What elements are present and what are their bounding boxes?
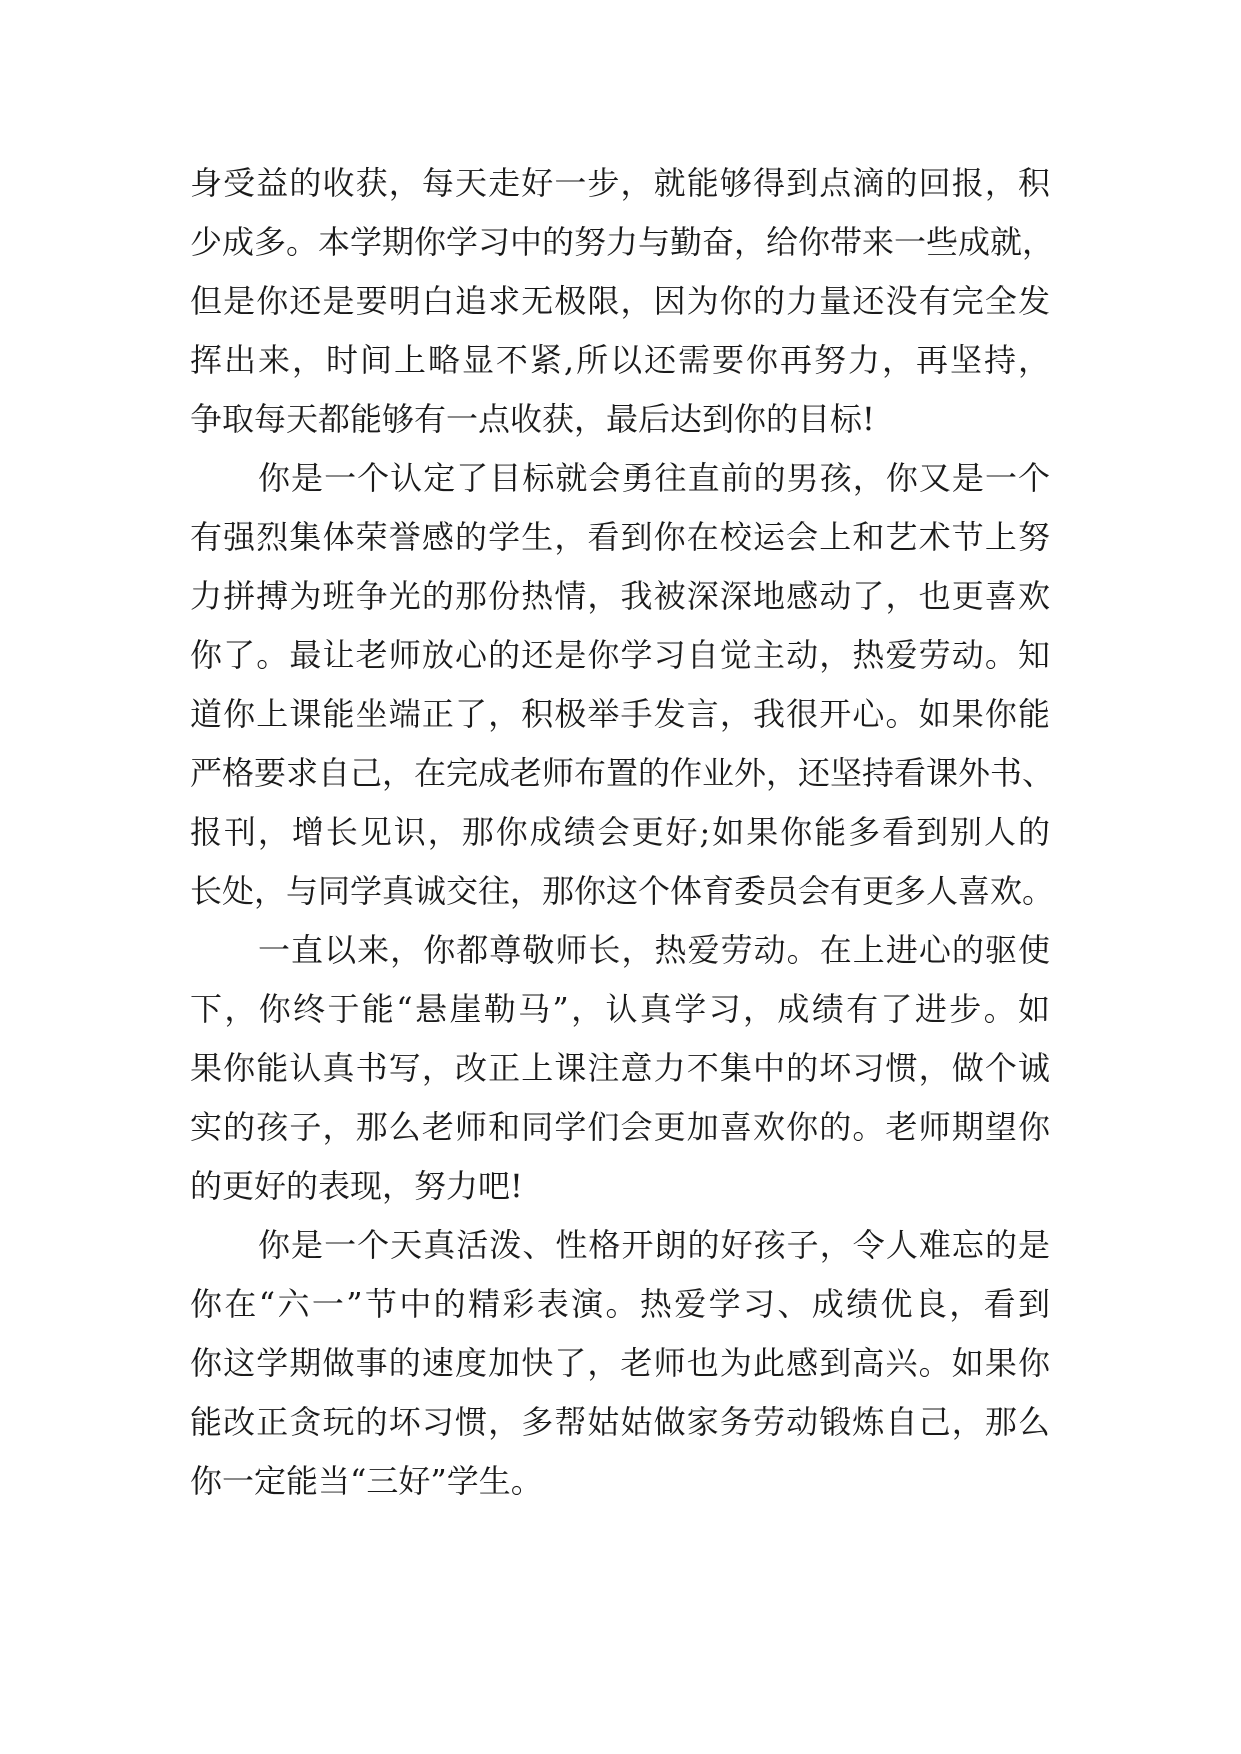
text-line: 你一定能当“三好”学生。 xyxy=(190,1462,543,1500)
text-line: 的更好的表现，努力吧! xyxy=(190,1167,523,1205)
paragraph-first-line: 你是一个认定了目标就会勇往直前的男孩，你又是一个 xyxy=(258,459,1050,497)
text-line: 实的孩子，那么老师和同学们会更加喜欢你的。老师期望你 xyxy=(190,1108,1050,1146)
body-text xyxy=(190,154,1055,1511)
text-line: 但是你还是要明白追求无极限，因为你的力量还没有完全发 xyxy=(190,282,1050,320)
text-line: 有强烈集体荣誉感的学生，看到你在校运会上和艺术节上努 xyxy=(190,518,1050,556)
text-line: 道你上课能坐端正了，积极举手发言，我很开心。如果你能 xyxy=(190,695,1050,733)
text-line: 你在“六一”节中的精彩表演。热爱学习、成绩优良，看到 xyxy=(190,1285,1050,1323)
text-line: 长处，与同学真诚交往，那你这个体育委员会有更多人喜欢。 xyxy=(190,872,1055,910)
text-line: 力拼搏为班争光的那份热情，我被深深地感动了，也更喜欢 xyxy=(190,577,1050,615)
text-line: 争取每天都能够有一点收获，最后达到你的目标! xyxy=(190,400,875,438)
text-line: 果你能认真书写，改正上课注意力不集中的坏习惯，做个诚 xyxy=(190,1049,1050,1087)
text-line: 报刊，增长见识，那你成绩会更好;如果你能多看到别人的 xyxy=(190,813,1050,851)
text-line: 少成多。本学期你学习中的努力与勤奋，给你带来一些成就， xyxy=(190,223,1055,261)
text-line: 严格要求自己，在完成老师布置的作业外，还坚持看课外书、 xyxy=(190,754,1055,792)
text-line: 下，你终于能“悬崖勒马”，认真学习，成绩有了进步。如 xyxy=(190,990,1050,1028)
paragraph-first-line: 一直以来，你都尊敬师长，热爱劳动。在上进心的驱使 xyxy=(258,931,1050,969)
text-line: 能改正贪玩的坏习惯，多帮姑姑做家务劳动锻炼自己，那么 xyxy=(190,1403,1050,1441)
text-line: 身受益的收获，每天走好一步，就能够得到点滴的回报，积 xyxy=(190,164,1050,202)
paragraph-first-line: 你是一个天真活泼、性格开朗的好孩子，令人难忘的是 xyxy=(258,1226,1050,1264)
text-line: 你了。最让老师放心的还是你学习自觉主动，热爱劳动。知 xyxy=(190,636,1050,674)
text-line: 挥出来，时间上略显不紧,所以还需要你再努力，再坚持， xyxy=(190,341,1050,379)
text-line: 你这学期做事的速度加快了，老师也为此感到高兴。如果你 xyxy=(190,1344,1050,1382)
